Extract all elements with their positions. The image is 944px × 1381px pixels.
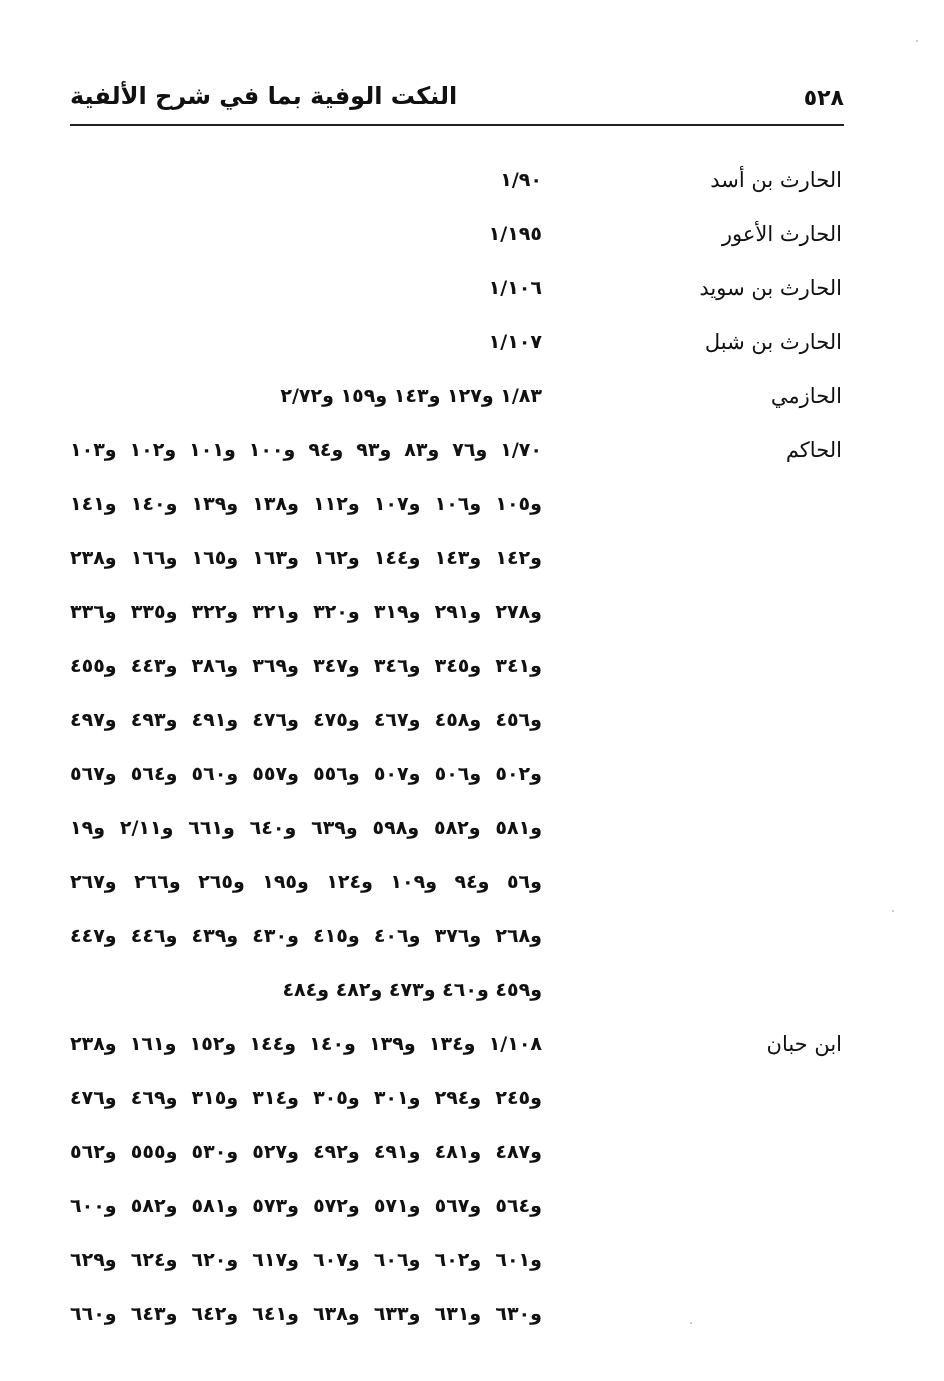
index-entry-refs-line: و٥٨١ و٥٨٢ و٥٩٨ و٦٣٩ و٦٤٠ و٦٦١ و٢/١١ و١٩ <box>70 817 543 839</box>
index-entry-refs-line: و٢٧٨ و٢٩١ و٣١٩ و٣٢٠ و٣٢١ و٣٢٢ و٣٣٥ و٣٣٦ <box>70 601 542 623</box>
scan-speck <box>916 40 918 42</box>
index-entry-refs-line: و٥٠٢ و٥٠٦ و٥٠٧ و٥٥٦ و٥٥٧ و٥٦٠ و٥٦٤ و٥٦٧ <box>70 763 542 785</box>
index-entry-refs-line: و٦٠١ و٦٠٢ و٦٠٦ و٦٠٧ و٦١٧ و٦٢٠ و٦٢٤ و٦٢٩ <box>70 1249 542 1271</box>
index-entry-name: الحاكم <box>785 438 842 462</box>
index-entry-refs-line: و٥٦ و٩٤ و١٠٩ و١٢٤ و١٩٥ و٢٦٥ و٢٦٦ و٢٦٧ <box>70 871 542 893</box>
index-entry-refs-line: و٤٥٩ و٤٦٠ و٤٧٣ و٤٨٢ و٤٨٤ <box>282 979 542 1001</box>
page-header <box>70 72 844 126</box>
index-entry-refs-line: و٦٣٠ و٦٣١ و٦٣٣ و٦٣٨ و٦٤١ و٦٤٢ و٦٤٣ و٦٦٠ <box>70 1303 542 1325</box>
index-entry-refs-line: و٣٤١ و٣٤٥ و٣٤٦ و٣٤٧ و٣٦٩ و٣٨٦ و٤٤٣ و٤٥٥ <box>70 655 542 677</box>
index-entry-refs-line: و٥٦٤ و٥٦٧ و٥٧١ و٥٧٢ و٥٧٣ و٥٨١ و٥٨٢ و٦٠٠ <box>70 1195 542 1217</box>
scan-speck <box>690 1322 692 1324</box>
index-entry-refs-line: و٢٤٥ و٢٩٤ و٣٠١ و٣٠٥ و٣١٤ و٣١٥ و٤٦٩ و٤٧٦ <box>70 1087 542 1109</box>
index-entry-name: الحارث بن أسد <box>710 168 842 192</box>
index-entry-name: الحارث الأعور <box>721 222 842 246</box>
index-entry-refs-line: و٤٥٦ و٤٥٨ و٤٦٧ و٤٧٥ و٤٧٦ و٤٩١ و٤٩٣ و٤٩٧ <box>70 709 542 731</box>
index-entry-refs-line: ١/١٠٨ و١٣٤ و١٣٩ و١٤٠ و١٤٤ و١٥٢ و١٦١ و٢٣٨ <box>70 1033 543 1055</box>
book-title: النكت الوفية بما في شرح الألفية <box>70 82 458 110</box>
index-entry-refs: ١/١٠٧ <box>488 331 542 353</box>
index-entry-refs-line: و٤٨٧ و٤٨١ و٤٩١ و٤٩٢ و٥٢٧ و٥٣٠ و٥٥٥ و٥٦٢ <box>70 1141 542 1163</box>
index-entry-refs-line: و١٤٢ و١٤٣ و١٤٤ و١٦٢ و١٦٣ و١٦٥ و١٦٦ و٢٣٨ <box>70 547 542 569</box>
index-entry-refs: ١/٨٣ و١٢٧ و١٤٣ و١٥٩ و٢/٧٢ <box>280 385 542 407</box>
index-entry-name: الحارث بن شبل <box>704 330 842 354</box>
scan-speck <box>892 910 894 912</box>
index-entry-name: ابن حبان <box>766 1032 842 1056</box>
page-number: ٥٢٨ <box>803 86 844 111</box>
index-entry-refs: ١/١٠٦ <box>488 277 542 299</box>
index-entry-refs: ١/١٩٥ <box>488 223 542 245</box>
index-entry-refs-line: ١/٧٠ و٧٦ و٨٣ و٩٣ و٩٤ و١٠٠ و١٠١ و١٠٢ و١٠٣ <box>70 439 542 461</box>
index-entry-refs-line: و١٠٥ و١٠٦ و١٠٧ و١١٢ و١٣٨ و١٣٩ و١٤٠ و١٤١ <box>70 493 542 515</box>
index-entry-name: الحارث بن سويد <box>699 276 842 300</box>
index-entry-refs-line: و٢٦٨ و٣٧٦ و٤٠٦ و٤١٥ و٤٣٠ و٤٣٩ و٤٤٦ و٤٤٧ <box>70 925 542 947</box>
index-entry-refs: ١/٩٠ <box>500 169 542 191</box>
index-entry-name: الحازمي <box>770 384 842 408</box>
